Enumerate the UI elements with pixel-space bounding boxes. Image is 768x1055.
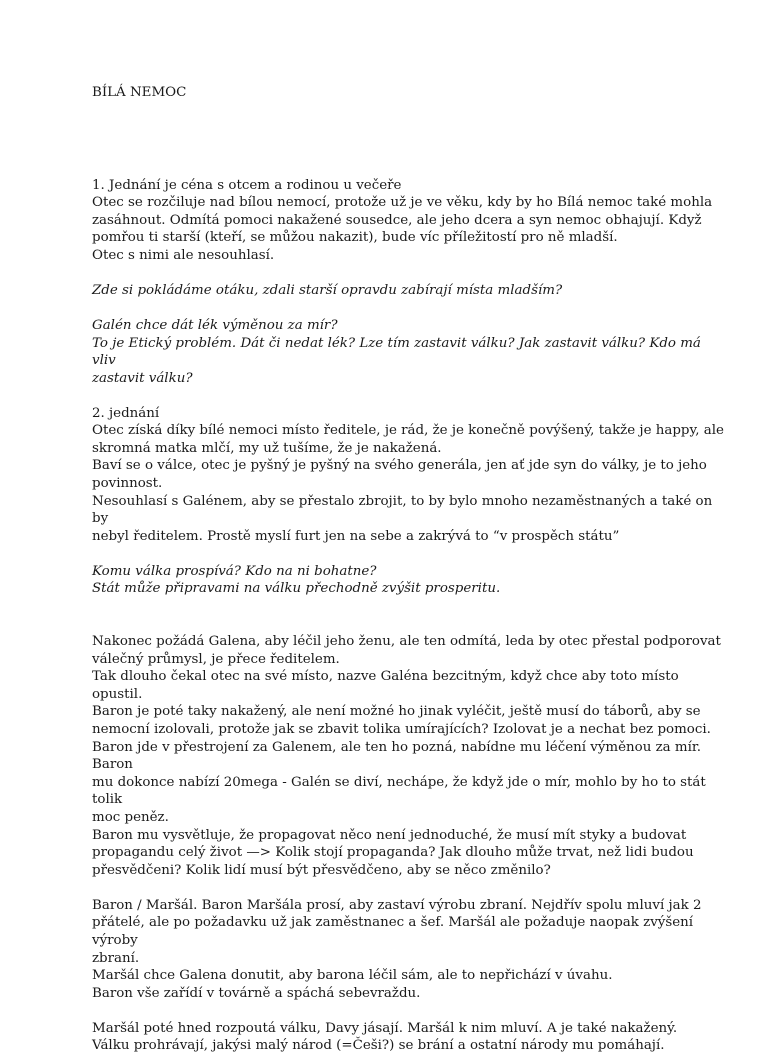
document-title: BÍLÁ NEMOC [92, 85, 187, 100]
text-line: propagandu celý život —> Kolik stojí propaganda? Jak dlouho může trvat, než lidi budou [92, 845, 694, 861]
paragraph-scene-1 [92, 177, 728, 265]
text-line: zastavit válku? [92, 370, 193, 386]
text-line: přesvědčeni? Kolik lidí musí být přesvědčeno, aby se něco změnilo? [92, 862, 551, 878]
text-line: Nakonec požádá Galena, aby léčil jeho ženu, ale ten odmítá, leda by otec přestal podporovat [92, 634, 721, 650]
text-line: Baron vše zařídí v továrně a spáchá sebevraždu. [92, 985, 421, 1001]
text-line: Maršál poté hned rozpoutá válku, Davy jásají. Maršál k nim mluví. A je také nakažený. [92, 1020, 678, 1036]
text-line: moc peněz. [92, 809, 169, 825]
text-line: Galén chce dát lék výměnou za mír? [92, 317, 338, 333]
text-line: Tak dlouho čekal otec na své místo, nazve Galéna bezcitným, když chce aby toto místo opustil. [92, 669, 679, 702]
question-paragraph-1 [92, 282, 728, 300]
text-line: skromná matka mlčí, my už tušíme, že je nakažená. [92, 440, 442, 456]
text-line: Baron je poté taky nakažený, ale není možné ho jinak vyléčit, ještě musí do táborů, aby se [92, 704, 701, 720]
text-line: 1. Jednání je céna s otcem a rodinou u večeře [92, 177, 402, 193]
text-line: 2. jednání [92, 405, 160, 421]
text-line: Baron / Maršál. Baron Maršála prosí, aby zastaví výrobu zbraní. Nejdřív spolu mluví jak 2 [92, 897, 702, 913]
text-line: Nesouhlasí s Galénem, aby se přestalo zbrojit, to by bylo mnoho nezaměstnaných a také on by [92, 493, 713, 527]
text-line: nemocní izolovali, protože jak se zbavit tolika umírajících? Izolovat je a nechat bez pomoci. [92, 721, 711, 737]
question-paragraph-2 [92, 317, 728, 387]
text-line: Otec s nimi ale nesouhlasí. [92, 247, 275, 263]
paragraph-war [92, 1020, 728, 1055]
blank-line [92, 615, 728, 633]
text-line: nebyl ředitelem. Prostě myslí furt jen na sebe a zakrývá to “v prospěch státu” [92, 528, 620, 544]
text-line: Stát může připravami na válku přechodně zvýšit prosperitu. [92, 581, 501, 597]
text-line: Maršál chce Galena donutit, aby barona léčil sám, ale to nepřichází v úvahu. [92, 968, 613, 984]
text-line: Otec se rozčiluje nad bílou nemocí, protože už je ve věku, kdy by ho Bílá nemoc také mohla [92, 195, 713, 211]
paragraph-scene-2 [92, 405, 728, 546]
paragraph-baron-marsal [92, 897, 728, 1003]
text-line: Baron mu vysvětluje, že propagovat něco není jednoduché, že musí mít styky a budovat [92, 827, 687, 843]
text-line: Baron jde v přestrojení za Galenem, ale ten ho pozná, nabídne mu léčení výměnou za mír. Baron [92, 739, 702, 773]
text-line: válečný průmysl, je přece ředitelem. [92, 651, 340, 667]
text-line: mu dokonce nabízí 20mega - Galén se diví, nechápe, že když jde o mír, mohlo by ho to stát tolik [92, 774, 706, 808]
text-line: zbraní. [92, 950, 140, 966]
text-line: pomřou ti starší (kteří, se můžou nakazit), bude víc příležitostí pro ně mladší. [92, 230, 618, 246]
text-line: Komu válka prospívá? Kdo na ni bohatne? [92, 563, 377, 579]
text-line: přátelé, ale po požadavku už jak zaměstnanec a šef. Maršál ale požaduje naopak zvýšení výroby [92, 915, 694, 948]
text-line: povinnost. [92, 476, 163, 492]
text-line: To je Etický problém. Dát či nedat lék? Lze tím zastavit válku? Jak zastavit válku? Kdo má vliv [92, 335, 701, 369]
text-line: zasáhnout. Odmítá pomoci nakažené sousedce, ale jeho dcera a syn nemoc obhajují. Když [92, 212, 702, 228]
question-paragraph-3 [92, 563, 728, 598]
text-line: Baví se o válce, otec je pyšný je pyšný na svého generála, jen ať jde syn do války, je to jeho [92, 458, 707, 474]
paragraph-scene-3 [92, 633, 728, 879]
text-line: Zde si pokládáme otáku, zdali starší opravdu zabírají místa mladším? [92, 282, 563, 298]
text-line: Válku prohrávají, jakýsi malý národ (=Češi?) se brání a ostatní národy mu pomáhají. [92, 1038, 665, 1054]
text-line: Otec získá díky bílé nemoci místo ředitele, je rád, že je konečně povýšený, takže je happy, ale [92, 423, 724, 439]
